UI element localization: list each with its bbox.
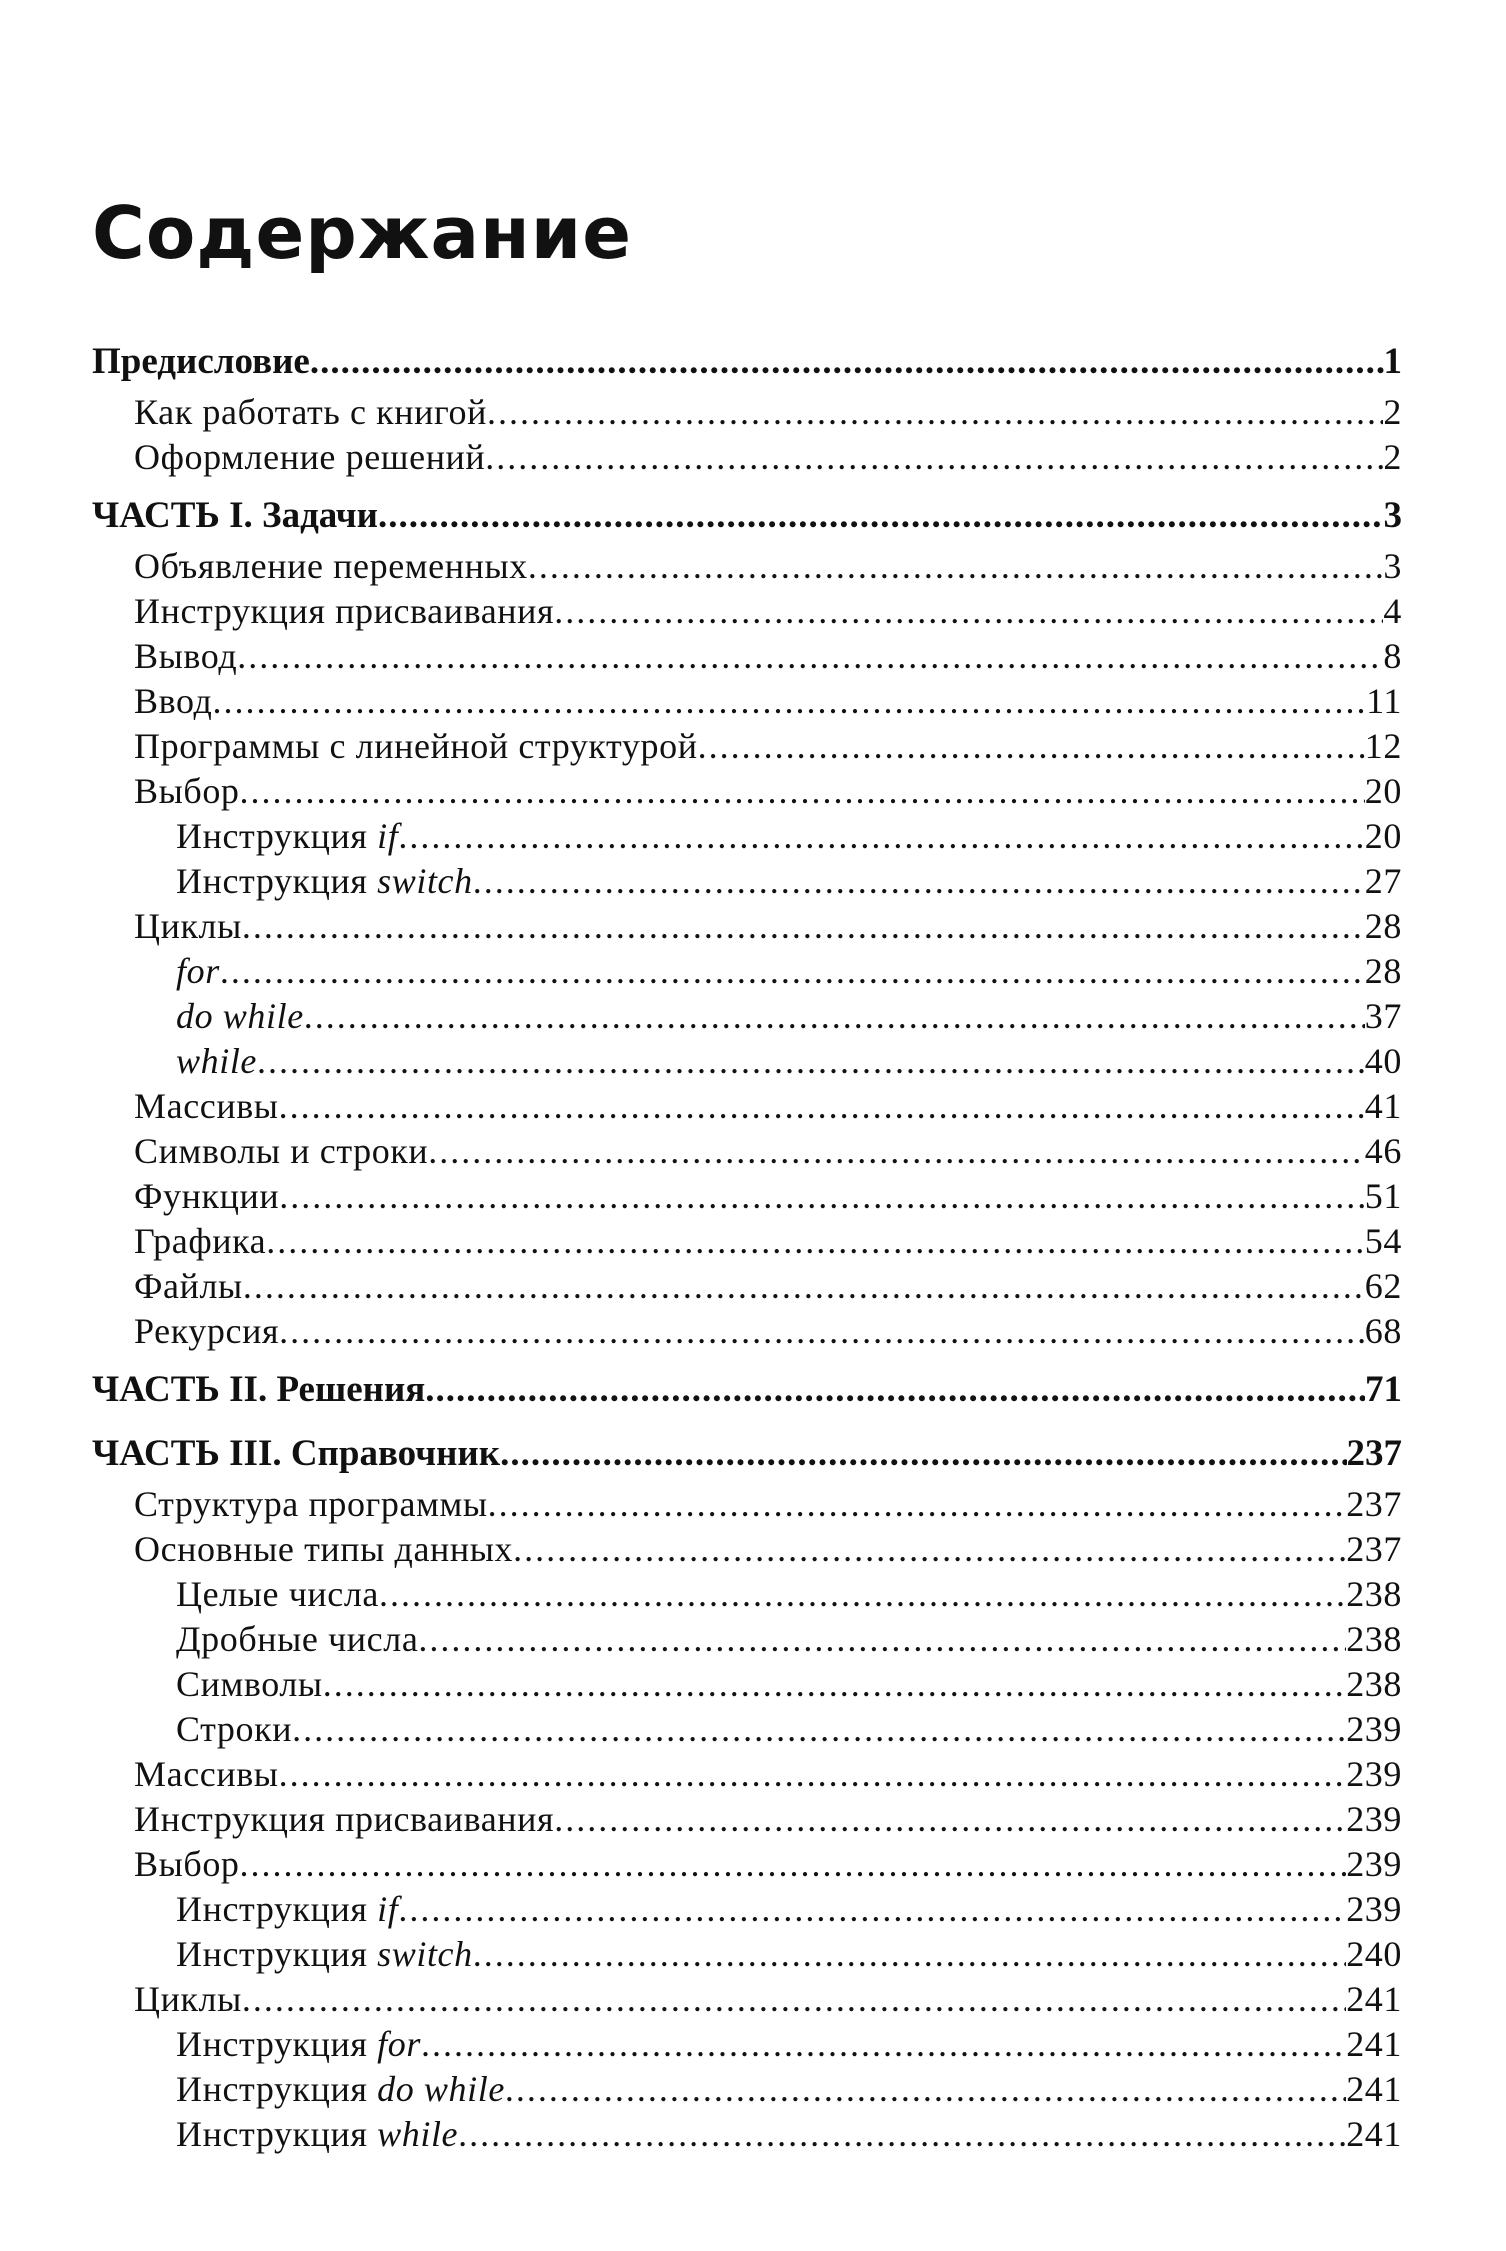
toc-part-heading [92,488,1402,544]
toc-entry-title [134,679,212,724]
dot-leader [428,1129,1365,1174]
toc-entry-title [92,1362,425,1418]
toc-entry-label: Основные типы данных [134,1529,514,1569]
toc-page-number: 4 [1383,591,1402,631]
dot-leader [421,2022,1346,2067]
toc-entry-label: Инструкция [176,1934,378,1974]
toc-entry-title [134,904,242,949]
toc-entry-title [176,814,398,859]
toc-page-number: 28 [1364,906,1402,946]
toc-page-number: 241 [1346,2024,1402,2064]
dot-leader [257,1039,1365,1084]
toc-entry-label: Инструкция [176,816,378,856]
toc-entry-title [134,1527,513,1572]
toc-entry-title [134,1977,242,2022]
toc-entry-term: while [176,1041,257,1081]
toc-entry-title [176,1662,323,1707]
dot-leader [528,544,1384,589]
toc-entry-label: Инструкция [176,2114,378,2154]
dot-leader [279,1752,1347,1797]
toc-page-number: 12 [1364,726,1402,766]
toc-entry [92,679,1402,724]
toc-page-number: 3 [1383,495,1402,536]
toc-entry [92,994,1402,1039]
dot-leader [485,435,1383,480]
toc-entry-title [176,2112,458,2157]
toc-entry [92,859,1402,904]
toc-entry-label: Инструкция [176,2069,378,2109]
toc-page-number: 3 [1383,546,1402,586]
toc-entry [92,2112,1402,2157]
toc-part-heading [92,1362,1402,1418]
toc-page-number: 51 [1364,1176,1402,1216]
toc-entry-label: Файлы [134,1266,243,1306]
toc-entry [92,1084,1402,1129]
toc-entry-title [134,1797,554,1842]
dot-leader [398,814,1364,859]
dot-leader [292,1707,1346,1752]
toc-entry [92,1707,1402,1752]
toc-entry-title [176,859,473,904]
toc-page-number: 8 [1383,636,1402,676]
toc-entry [92,1617,1402,1662]
toc-page-number: 238 [1346,1664,1402,1704]
toc-entry-label: ЧАСТЬ I. Задачи [92,495,378,536]
page-title: Содержание [92,191,633,275]
toc-entry-term: do while [176,996,304,1036]
toc-entry [92,1797,1402,1842]
toc-entry-label: Инструкция [176,2024,378,2064]
toc-entry [92,634,1402,679]
toc-entry [92,1129,1402,1174]
toc-entry-title [134,769,240,814]
toc-page-number: 237 [1346,1433,1402,1474]
toc-entry-title [134,390,487,435]
toc-entry [92,1977,1402,2022]
dot-leader [243,1264,1365,1309]
toc-entry-term: while [377,2114,459,2154]
toc-entry [92,1174,1402,1219]
toc-entry-label: Целые числа [176,1574,380,1614]
dot-leader [242,904,1365,949]
toc-page-number: 239 [1346,1754,1402,1794]
dot-leader [505,2067,1346,2112]
toc-entry-term: switch [377,1934,473,1974]
toc-entry-label: Циклы [134,906,242,946]
dot-leader [473,1932,1346,1977]
toc-entry-title [134,1264,243,1309]
toc-entry-label: Структура программы [134,1484,488,1524]
toc-entry [92,589,1402,634]
toc-entry-label: Программы с линейной структурой [134,726,698,766]
dot-leader [237,634,1383,679]
toc-entry [92,1932,1402,1977]
toc-page-number: 239 [1346,1709,1402,1749]
dot-leader [473,859,1365,904]
dot-leader [266,1219,1365,1264]
dot-leader [279,1084,1365,1129]
toc-entry-title [176,1707,292,1752]
toc-entry-label: Вывод [134,636,238,676]
toc-page-number: 62 [1364,1266,1402,1306]
toc-entry-label: ЧАСТЬ III. Справочник [92,1433,501,1474]
toc-entry [92,2067,1402,2112]
toc-entry-label: Функции [134,1176,280,1216]
toc-entry-term: for [377,2024,421,2064]
toc-page-number: 41 [1364,1086,1402,1126]
toc-entry-label: Массивы [134,1754,279,1794]
dot-leader [458,2112,1346,2157]
dot-leader [418,1617,1346,1662]
toc-entry-label: Дробные числа [176,1619,419,1659]
toc-entry-label: Выбор [134,1844,240,1884]
toc-entry-title [134,634,237,679]
toc-page-number: 239 [1346,1844,1402,1884]
dot-leader [488,1482,1347,1527]
dot-leader [698,724,1365,769]
toc-page-number: 54 [1364,1221,1402,1261]
toc-page-number: 239 [1346,1889,1402,1929]
toc-page-number: 20 [1364,771,1402,811]
toc-entry-term: for [176,951,220,991]
dot-leader [487,390,1383,435]
toc-entry-title [134,1482,488,1527]
toc-entry [92,724,1402,769]
toc-page-number: 237 [1346,1529,1402,1569]
toc-page-number: 11 [1366,681,1402,721]
toc-entry-label: Инструкция [176,1889,378,1929]
toc-page-number: 241 [1346,2114,1402,2154]
toc-entry-title [176,1039,257,1084]
dot-leader [378,488,1384,544]
toc-entry [92,2022,1402,2067]
toc-entry-label: Инструкция [176,861,378,901]
toc-page-number: 46 [1364,1131,1402,1171]
table-of-contents [92,334,1402,2157]
dot-leader [279,1174,1365,1219]
toc-page-number: 238 [1346,1619,1402,1659]
toc-page-number: 20 [1364,816,1402,856]
toc-entry-title [176,1617,418,1662]
toc-entry-title [176,1572,379,1617]
toc-page-number: 238 [1346,1574,1402,1614]
toc-entry [92,949,1402,994]
toc-entry [92,814,1402,859]
toc-entry-title [134,435,485,480]
toc-entry-term: if [377,816,399,856]
toc-entry [92,1482,1402,1527]
toc-entry-label: Символы и строки [134,1131,429,1171]
toc-entry-term: switch [377,861,473,901]
toc-part-heading [92,1426,1402,1482]
toc-page-number: 40 [1364,1041,1402,1081]
dot-leader [240,769,1365,814]
toc-entry-label: Инструкция присваивания [134,591,555,631]
dot-leader [242,1977,1346,2022]
toc-page-number: 241 [1346,1979,1402,2019]
toc-entry-label: Циклы [134,1979,242,2019]
toc-entry [92,1527,1402,1572]
toc-entry-label: Выбор [134,771,240,811]
toc-entry-title [176,949,220,994]
toc-entry [92,904,1402,949]
toc-entry-label: Инструкция присваивания [134,1799,555,1839]
toc-page-number: 239 [1346,1799,1402,1839]
toc-page-number: 68 [1364,1311,1402,1351]
toc-entry-title [92,488,378,544]
toc-page-number: 2 [1383,392,1402,432]
toc-page-number: 28 [1364,951,1402,991]
toc-entry-title [134,589,554,634]
dot-leader [212,679,1366,724]
toc-entry [92,435,1402,480]
toc-entry-title [134,1174,279,1219]
toc-entry-title [134,1219,266,1264]
toc-entry-label: Как работать с книгой [134,392,487,432]
dot-leader [425,1362,1365,1418]
toc-entry [92,1219,1402,1264]
dot-leader [554,589,1383,634]
dot-leader [323,1662,1346,1707]
toc-entry [92,1887,1402,1932]
toc-entry-title [134,1129,428,1174]
toc-entry-label: Рекурсия [134,1311,280,1351]
toc-entry-title [134,1752,279,1797]
dot-leader [279,1309,1365,1354]
toc-entry-label: Объявление переменных [134,546,528,586]
toc-entry-label: Графика [134,1221,267,1261]
dot-leader [220,949,1365,994]
toc-page-number: 27 [1364,861,1402,901]
dot-leader [513,1527,1346,1572]
toc-entry [92,1264,1402,1309]
dot-leader [379,1572,1346,1617]
toc-entry-term: do while [377,2069,505,2109]
toc-entry-label: Оформление решений [134,437,486,477]
toc-entry-title [92,1426,500,1482]
toc-page-number: 237 [1346,1484,1402,1524]
toc-entry [92,1572,1402,1617]
dot-leader [304,994,1365,1039]
toc-entry-term: if [377,1889,399,1929]
dot-leader [240,1842,1347,1887]
dot-leader [500,1426,1346,1482]
toc-entry-title [134,1084,279,1129]
toc-entry-title [176,2022,421,2067]
dot-leader [554,1797,1346,1842]
toc-entry-label: Символы [176,1664,323,1704]
toc-entry-title [176,994,304,1039]
toc-entry-label: Массивы [134,1086,279,1126]
toc-entry-title [176,1932,473,1977]
toc-entry [92,1752,1402,1797]
toc-entry-title [176,2067,505,2112]
toc-entry-label: Строки [176,1709,293,1749]
toc-entry-label: ЧАСТЬ II. Решения [92,1369,426,1410]
toc-entry-title [176,1887,398,1932]
toc-page-number: 241 [1346,2069,1402,2109]
toc-entry-label: Ввод [134,681,213,721]
toc-entry-title [92,334,310,390]
toc-page-number: 37 [1364,996,1402,1036]
toc-entry [92,1309,1402,1354]
toc-entry-title [134,1309,279,1354]
toc-entry [92,1842,1402,1887]
dot-leader [310,334,1384,390]
dot-leader [398,1887,1346,1932]
toc-entry-label: Предисловие [92,341,310,382]
toc-page-number: 71 [1365,1369,1402,1410]
toc-entry-title [134,724,698,769]
toc-entry [92,1039,1402,1084]
toc-entry [92,1662,1402,1707]
toc-entry [92,544,1402,589]
toc-page-number: 1 [1383,341,1402,382]
toc-entry [92,390,1402,435]
toc-page-number: 240 [1346,1934,1402,1974]
toc-entry-title [134,1842,240,1887]
toc-entry [92,769,1402,814]
toc-entry-title [134,544,528,589]
toc-part-heading [92,334,1402,390]
toc-page-number: 2 [1383,437,1402,477]
